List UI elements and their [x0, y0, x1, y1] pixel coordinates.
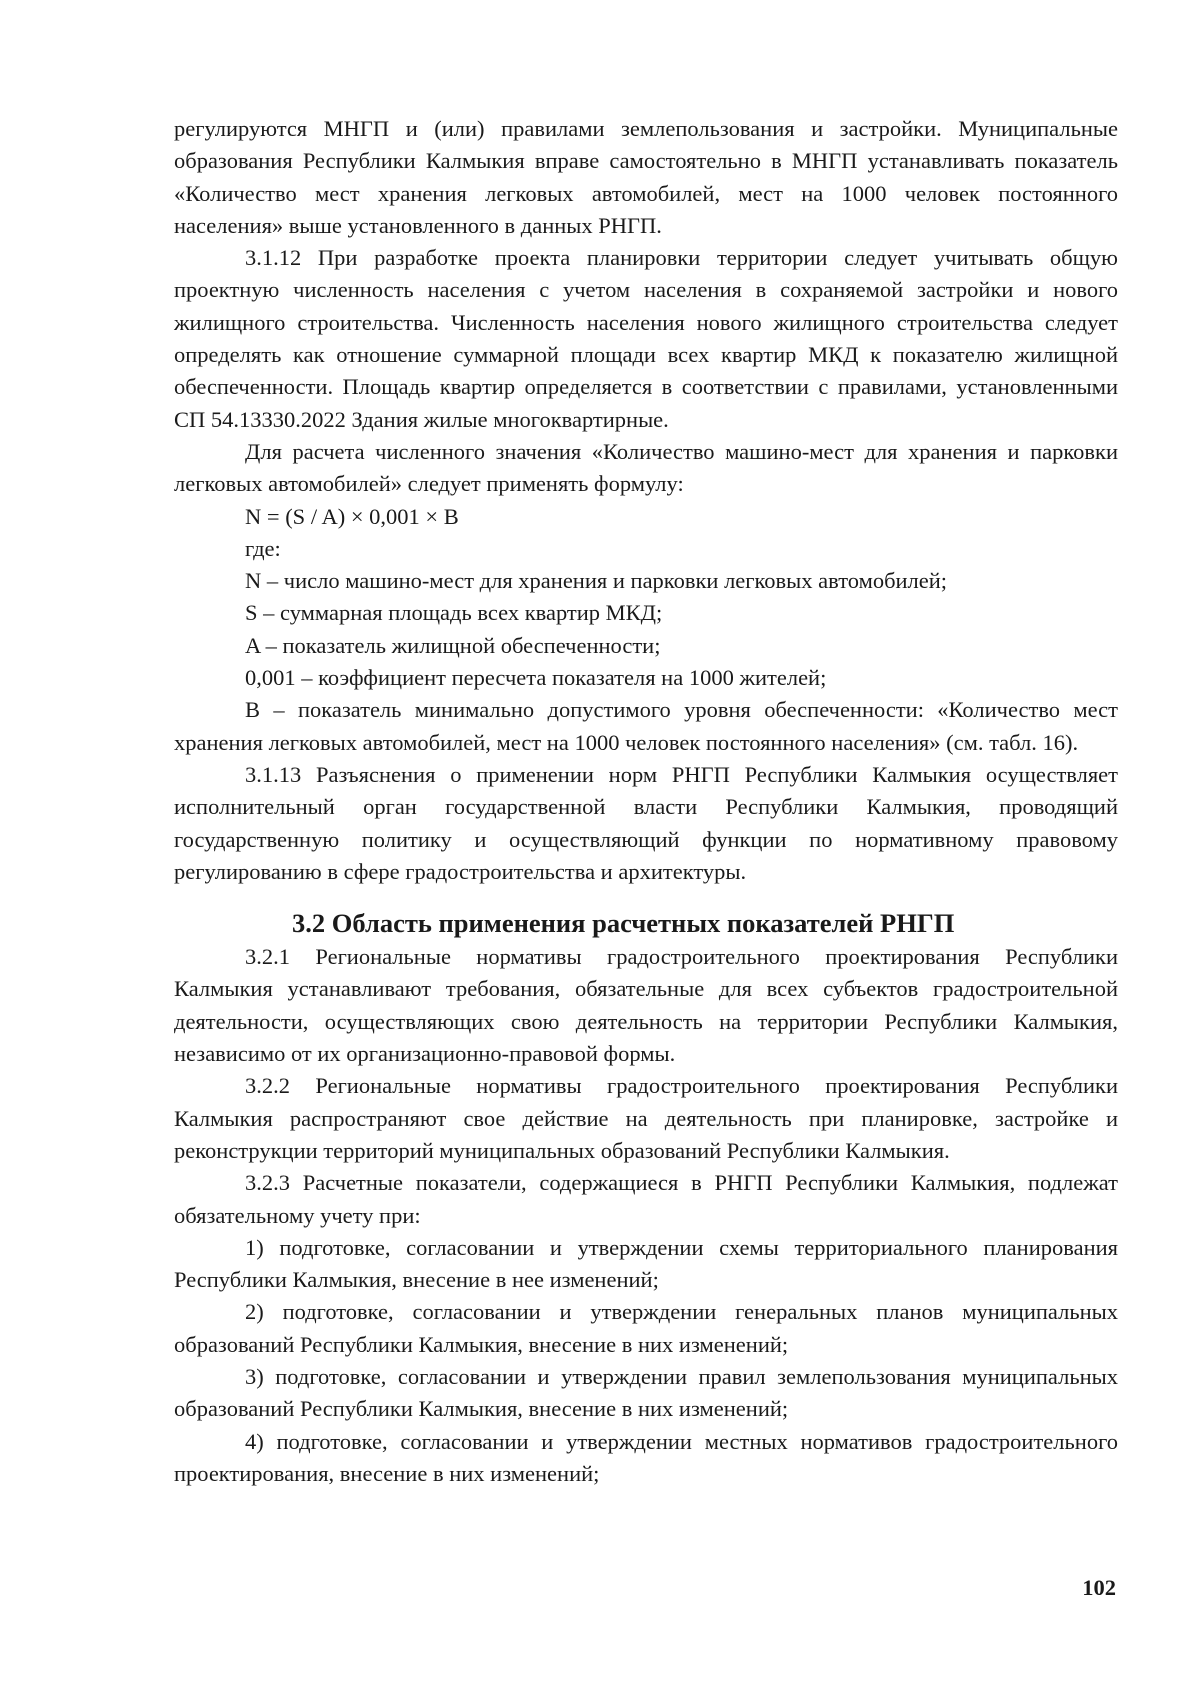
- formula-where: где:: [245, 535, 281, 561]
- paragraph-3-2-1: 3.2.1 Региональные нормативы градостроительного проектирования Республики Калмыкия устанавливают требования, обязательные для всех субъектов градостроительной деятельности, осуществляющих свою деятельность на территории Республики Калмыкия, независимо от их организационно-правовой формы.: [174, 944, 1118, 1067]
- formula-def-coef: 0,001 – коэффициент пересчета показателя на 1000 жителей;: [245, 665, 827, 691]
- list-item-4: 4) подготовке, согласовании и утверждении местных нормативов градостроительного проектирования, внесение в них изменений;: [174, 1428, 1118, 1486]
- paragraph-3-2-3: 3.2.3 Расчетные показатели, содержащиеся в РНГП Республики Калмыкия, подлежат обязательному учету при:: [174, 1170, 1118, 1228]
- formula-def-s: S – суммарная площадь всех квартир МКД;: [245, 600, 663, 626]
- paragraph: регулируются МНГП и (или) правилами землепользования и застройки. Муниципальные образования Республики Калмыкия вправе самостоятельно в МНГП устанавливать показатель «Количество мест хранения легковых автомобилей, мест на 1000 человек постоянного населения» выше установленного в данных РНГП.: [174, 116, 1118, 238]
- document-page: [174, 113, 1118, 1490]
- formula-def-a: A – показатель жилищной обеспеченности;: [245, 632, 661, 658]
- list-item-2: 2) подготовке, согласовании и утверждении генеральных планов муниципальных образований Республики Калмыкия, внесение в них изменений;: [174, 1299, 1118, 1357]
- paragraph-3-1-12: 3.1.12 При разработке проекта планировки территории следует учитывать общую проектную численность населения с учетом населения в сохраняемой застройки и нового жилищного строительства. Численность населения нового жилищного строительства следует определять как отношение суммарной площади всех квартир МКД к показателю жилищной обеспеченности. Площадь квартир определяется в соответствии с правилами, установленными СП 54.13330.2022 Здания жилые многоквартирные.: [174, 245, 1118, 432]
- section-heading: 3.2 Область применения расчетных показателей РНГП: [292, 908, 955, 939]
- list-item-1: 1) подготовке, согласовании и утверждении схемы территориального планирования Республики Калмыкия, внесение в нее изменений;: [174, 1234, 1118, 1293]
- page-number: 102: [1082, 1575, 1116, 1600]
- formula-def-b: B – показатель минимально допустимого уровня обеспеченности: «Количество мест хранения легковых автомобилей, мест на 1000 человек постоянного населения» (см. табл. 16).: [174, 697, 1118, 755]
- formula: N = (S / A) × 0,001 × B: [245, 503, 459, 529]
- paragraph-3-1-13: 3.1.13 Разъяснения о применении норм РНГП Республики Калмыкия осуществляет исполнительный орган государственной власти Республики Калмыкия, проводящий государственную политику и осуществляющий функции по нормативному правовому регулированию в сфере градостроительства и архитектуры.: [174, 761, 1118, 884]
- paragraph-3-2-2: 3.2.2 Региональные нормативы градостроительного проектирования Республики Калмыкия распространяют свое действие на деятельность при планировке, застройке и реконструкции территорий муниципальных образований Республики Калмыкия.: [174, 1073, 1118, 1163]
- list-item-3: 3) подготовке, согласовании и утверждении правил землепользования муниципальных образований Республики Калмыкия, внесение в них изменений;: [174, 1363, 1118, 1422]
- formula-def-n: N – число машино-мест для хранения и парковки легковых автомобилей;: [245, 568, 948, 594]
- paragraph-formula-intro: Для расчета численного значения «Количество машино-мест для хранения и парковки легковых автомобилей» следует применять формулу:: [174, 438, 1118, 497]
